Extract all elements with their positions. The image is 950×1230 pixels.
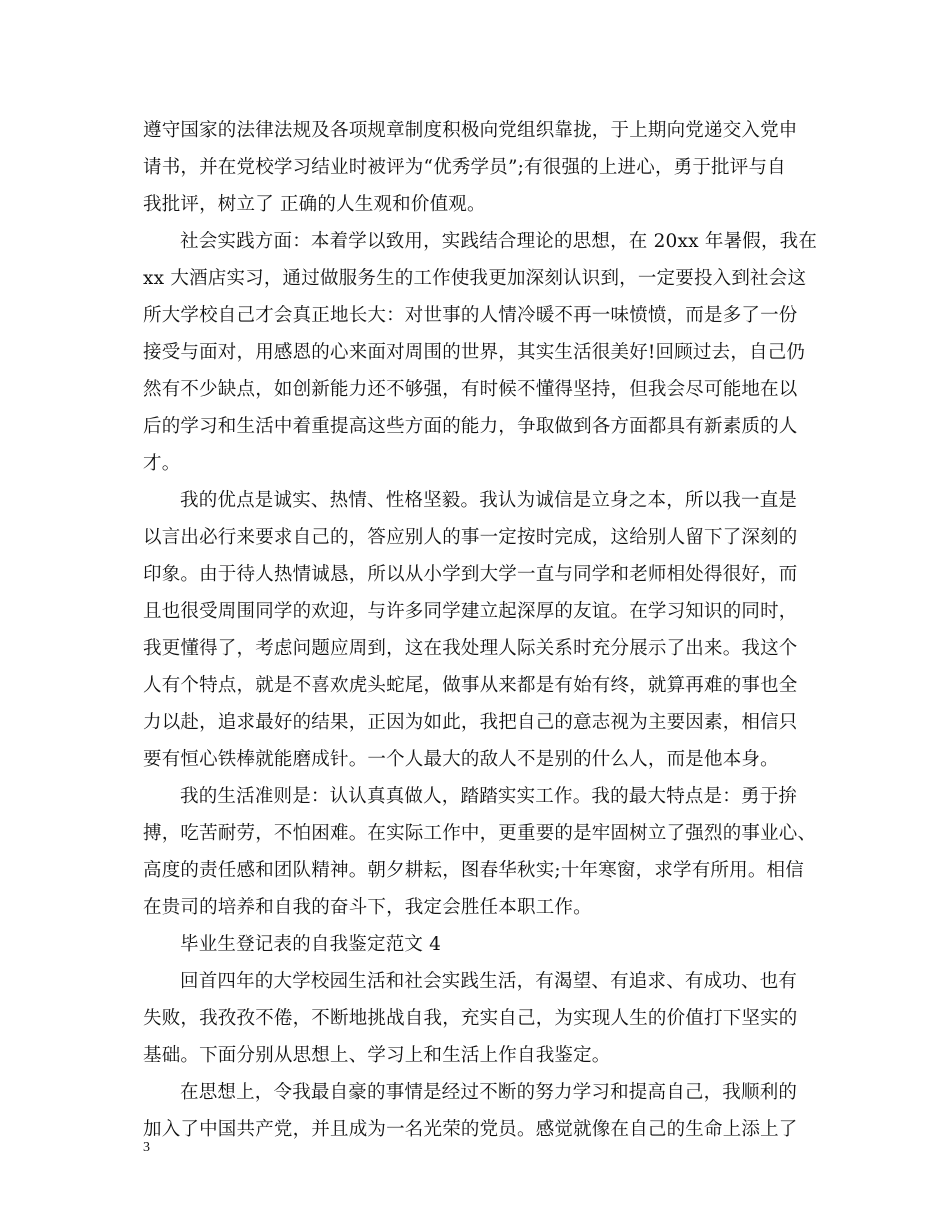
text-line: 搏，吃苦耐劳，不怕困难。在实际工作中，更重要的是牢固树立了强烈的事业心、	[143, 823, 817, 844]
text-line: 在思想上，令我最自豪的事情是经过不断的努力学习和提高自己，我顺利的	[180, 1082, 798, 1103]
text-line: 然有不少缺点，如创新能力还不够强，有时候不懂得坚持，但我会尽可能地在以	[143, 379, 798, 400]
text-line: 人有个特点，就是不喜欢虎头蛇尾，做事从来都是有始有终，就算再难的事也全	[143, 675, 798, 696]
section-heading: 毕业生登记表的自我鉴定范文 4	[180, 934, 442, 955]
text-line: 我更懂得了，考虑问题应周到，这在我处理人际关系时充分展示了出来。我这个	[143, 638, 798, 659]
text-line: 请书，并在党校学习结业时被评为“优秀学员”;有很强的上进心，勇于批评与自	[143, 157, 786, 178]
text-line: 力以赴，追求最好的结果，正因为如此，我把自己的意志视为主要因素，相信只	[143, 712, 798, 733]
text-line: 要有恒心铁棒就能磨成针。一个人最大的敌人不是别的什么人，而是他本身。	[143, 749, 779, 770]
text-line: 高度的责任感和团队精神。朝夕耕耘，图春华秋实;十年寒窗，求学有所用。相信	[143, 860, 804, 881]
text-line: 我批评，树立了 正确的人生观和价值观。	[143, 194, 486, 215]
text-line: 所大学校自己才会真正地长大：对世事的人情冷暖不再一味愤愤，而是多了一份	[143, 305, 798, 326]
text-line: 失败，我孜孜不倦，不断地挑战自我，充实自己，为实现人生的价值打下坚实的	[143, 1008, 798, 1029]
text-line: 回首四年的大学校园生活和社会实践生活，有渴望、有追求、有成功、也有	[180, 971, 798, 992]
text-line: 遵守国家的法律法规及各项规章制度积极向党组织靠拢，于上期向党递交入党申	[143, 120, 798, 141]
text-line: 接受与面对，用感恩的心来面对周围的世界，其实生活很美好!回顾过去，自己仍	[143, 342, 806, 363]
text-line: 在贵司的培养和自我的奋斗下，我定会胜任本职工作。	[143, 897, 592, 918]
text-line: xx 大酒店实习，通过做服务生的工作使我更加深刻认识到，一定要投入到社会这	[143, 268, 807, 289]
text-line: 且也很受周围同学的欢迎，与许多同学建立起深厚的友谊。在学习知识的同时，	[143, 601, 798, 622]
text-line: 才。	[143, 453, 181, 474]
document-body	[143, 112, 818, 1148]
text-line: 社会实践方面：本着学以致用，实践结合理论的思想，在 20xx 年暑假，我在	[180, 231, 818, 252]
text-line: 以言出必行来要求自己的，答应别人的事一定按时完成，这给别人留下了深刻的	[143, 527, 798, 548]
text-line: 基础。下面分别从思想上、学习上和生活上作自我鉴定。	[143, 1045, 611, 1066]
page-number: 3	[143, 1140, 150, 1155]
text-line: 我的优点是诚实、热情、性格坚毅。我认为诚信是立身之本，所以我一直是	[180, 490, 798, 511]
text-line: 我的生活准则是：认认真真做人，踏踏实实工作。我的最大特点是：勇于拚	[180, 786, 798, 807]
text-line: 后的学习和生活中着重提高这些方面的能力，争取做到各方面都具有新素质的人	[143, 416, 798, 437]
text-line: 加入了中国共产党，并且成为一名光荣的党员。感觉就像在自己的生命上添上了	[143, 1119, 798, 1140]
text-line: 印象。由于待人热情诚恳，所以从小学到大学一直与同学和老师相处得很好，而	[143, 564, 798, 585]
